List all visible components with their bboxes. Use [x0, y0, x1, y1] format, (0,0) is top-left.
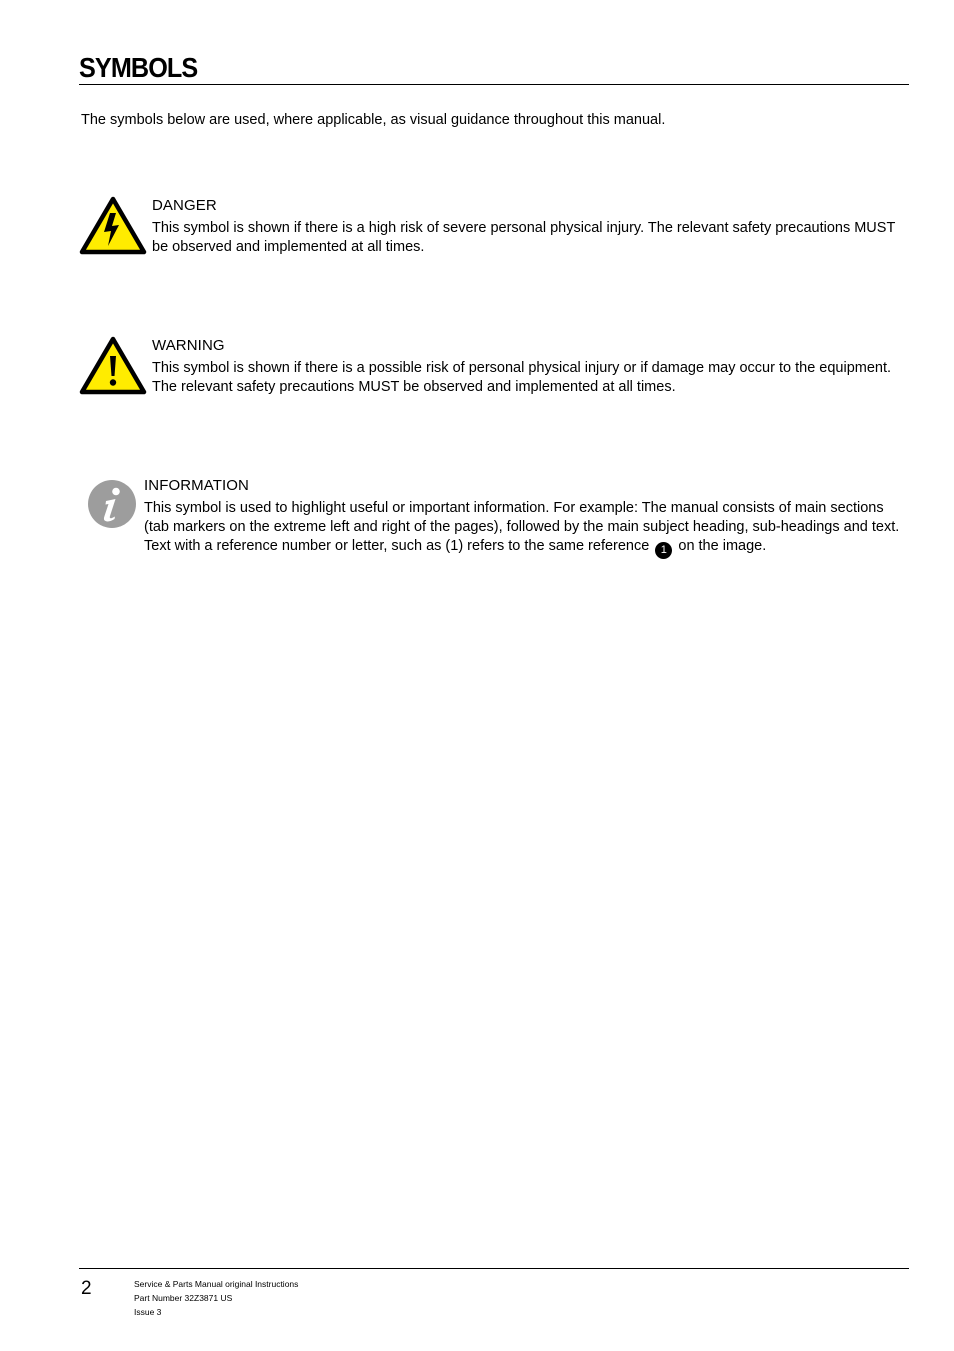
warning-description: This symbol is shown if there is a possible risk of personal physical injury or if damage may occur to the equipment. The relevant safety precautions MUST be observed and implemented at all times. — [152, 360, 892, 395]
title-divider — [79, 84, 909, 85]
warning-heading: WARNING — [152, 337, 225, 354]
danger-heading: DANGER — [152, 197, 217, 214]
danger-description: This symbol is shown if there is a high risk of severe personal physical injury. The relevant safety precautions MUST be observed and implemented at all times. — [152, 220, 896, 255]
information-description-part1: This symbol is used to highlight useful or important information. For example: The manual consists of main sections (tab markers on the extreme left and right of the pages), followed by the main subject heading, sub-headings and text. Text with a reference number or letter, such as (1) refers to the same reference — [144, 500, 900, 554]
footer-part-number: Part Number 32Z3871 US — [134, 1293, 233, 1303]
information-description-part2: on the image. — [678, 538, 767, 554]
page-number: 2 — [81, 1278, 92, 1299]
information-text — [144, 476, 909, 559]
warning-exclamation-icon — [79, 336, 147, 401]
danger-electric-icon — [79, 196, 147, 261]
danger-text — [152, 196, 909, 257]
information-description — [144, 499, 909, 559]
footer-info — [134, 1277, 298, 1319]
information-icon — [87, 479, 137, 534]
page-title: SYMBOLS — [79, 52, 198, 83]
intro-paragraph: The symbols below are used, where applicable, as visual guidance throughout this manual. — [81, 112, 666, 128]
reference-badge: 1 — [655, 542, 672, 559]
warning-text — [152, 336, 909, 397]
footer-issue: Issue 3 — [134, 1307, 162, 1317]
footer-manual-title: Service & Parts Manual original Instructions — [134, 1279, 299, 1289]
footer-divider — [79, 1268, 909, 1269]
information-heading: INFORMATION — [144, 477, 249, 494]
